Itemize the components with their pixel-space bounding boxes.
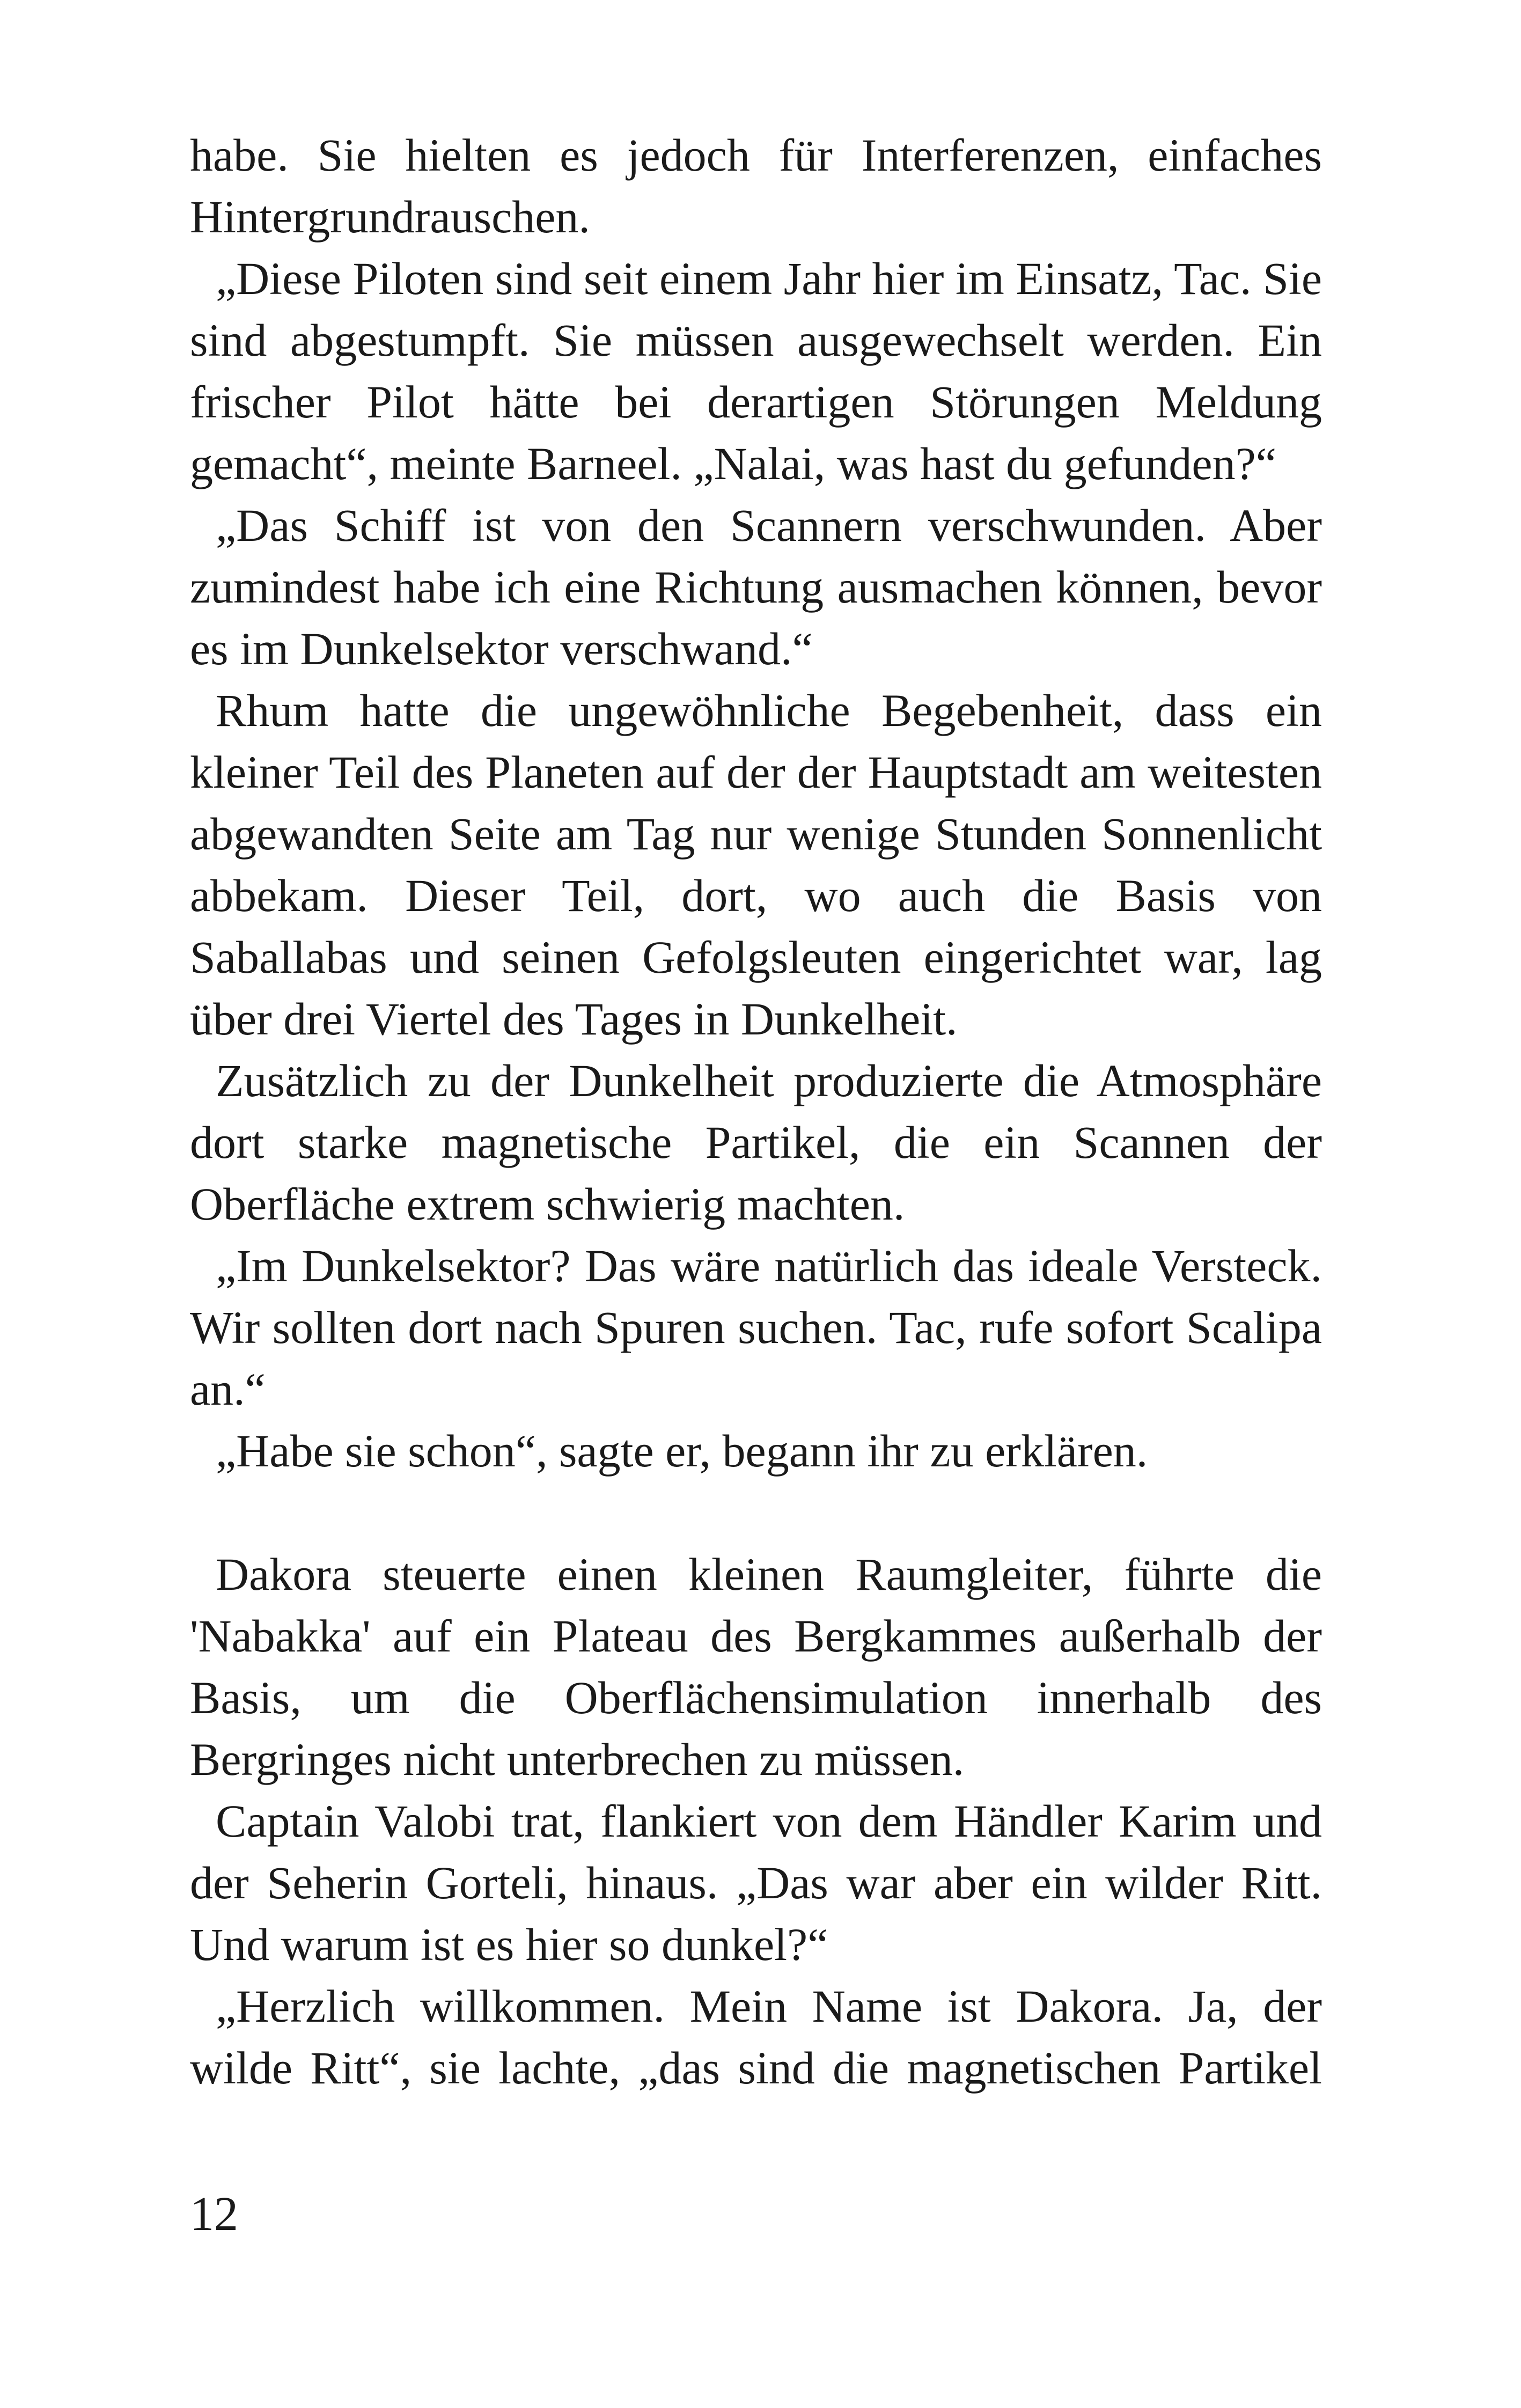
paragraph: „Diese Piloten sind seit einem Jahr hier im Einsatz, Tac. Sie sind abgestumpft. Sie müssen ausgewechselt werden. Ein frischer Pilot hätte bei derartigen Störungen Meldung gemacht“, meinte Barneel. „Nalai, was hast du gefunden?“ (190, 253, 1322, 489)
page-number: 12 (190, 2187, 238, 2241)
paragraph: Captain Valobi trat, flankiert von dem Händler Karim und der Seherin Gorteli, hinaus. „Das war aber ein wilder Ritt. Und warum ist es hier so dunkel?“ (190, 1795, 1322, 1970)
paragraph-last-line-justified: „Herzlich willkommen. Mein Name ist Dakora. Ja, der wilde Ritt“, sie lachte, „das sind die magnetischen Partikel (190, 1980, 1322, 2094)
paragraph: Rhum hatte die ungewöhnliche Begebenheit, dass ein kleiner Teil des Planeten auf der der Hauptstadt am weitesten abgewandten Seite am Tag nur wenige Stunden Sonnenlicht abbekam. Dieser Teil, dort, wo auch die Basis von Saballabas und seinen Gefolgsleuten eingerichtet war, lag über drei Viertel des Tages in Dunkelheit. (190, 685, 1322, 1045)
paragraph: „Habe sie schon“, sagte er, begann ihr zu erklären. (216, 1425, 1148, 1477)
paragraph: „Das Schiff ist von den Scannern verschwunden. Aber zumindest habe ich eine Richtung ausmachen können, bevor es im Dunkelsektor verschwand.“ (190, 500, 1322, 674)
paragraph: Dakora steuerte einen kleinen Raumgleiter, führte die 'Nabakka' auf ein Plateau des Bergkammes außerhalb der Basis, um die Oberflächensimulation innerhalb des Bergringes nicht unterbrechen zu müssen. (190, 1548, 1322, 1785)
paragraph: Zusätzlich zu der Dunkelheit produzierte die Atmosphäre dort starke magnetische Partikel, die ein Scannen der Oberfläche extrem schwierig machten. (190, 1055, 1322, 1230)
paragraph: habe. Sie hielten es jedoch für Interferenzen, einfaches Hintergrundrauschen. (190, 129, 1322, 243)
page-body (190, 124, 1322, 2099)
paragraph: „Im Dunkelsektor? Das wäre natürlich das ideale Versteck. Wir sollten dort nach Spuren suchen. Tac, rufe sofort Scalipa an.“ (190, 1240, 1322, 1415)
section-break (190, 1482, 1322, 1544)
